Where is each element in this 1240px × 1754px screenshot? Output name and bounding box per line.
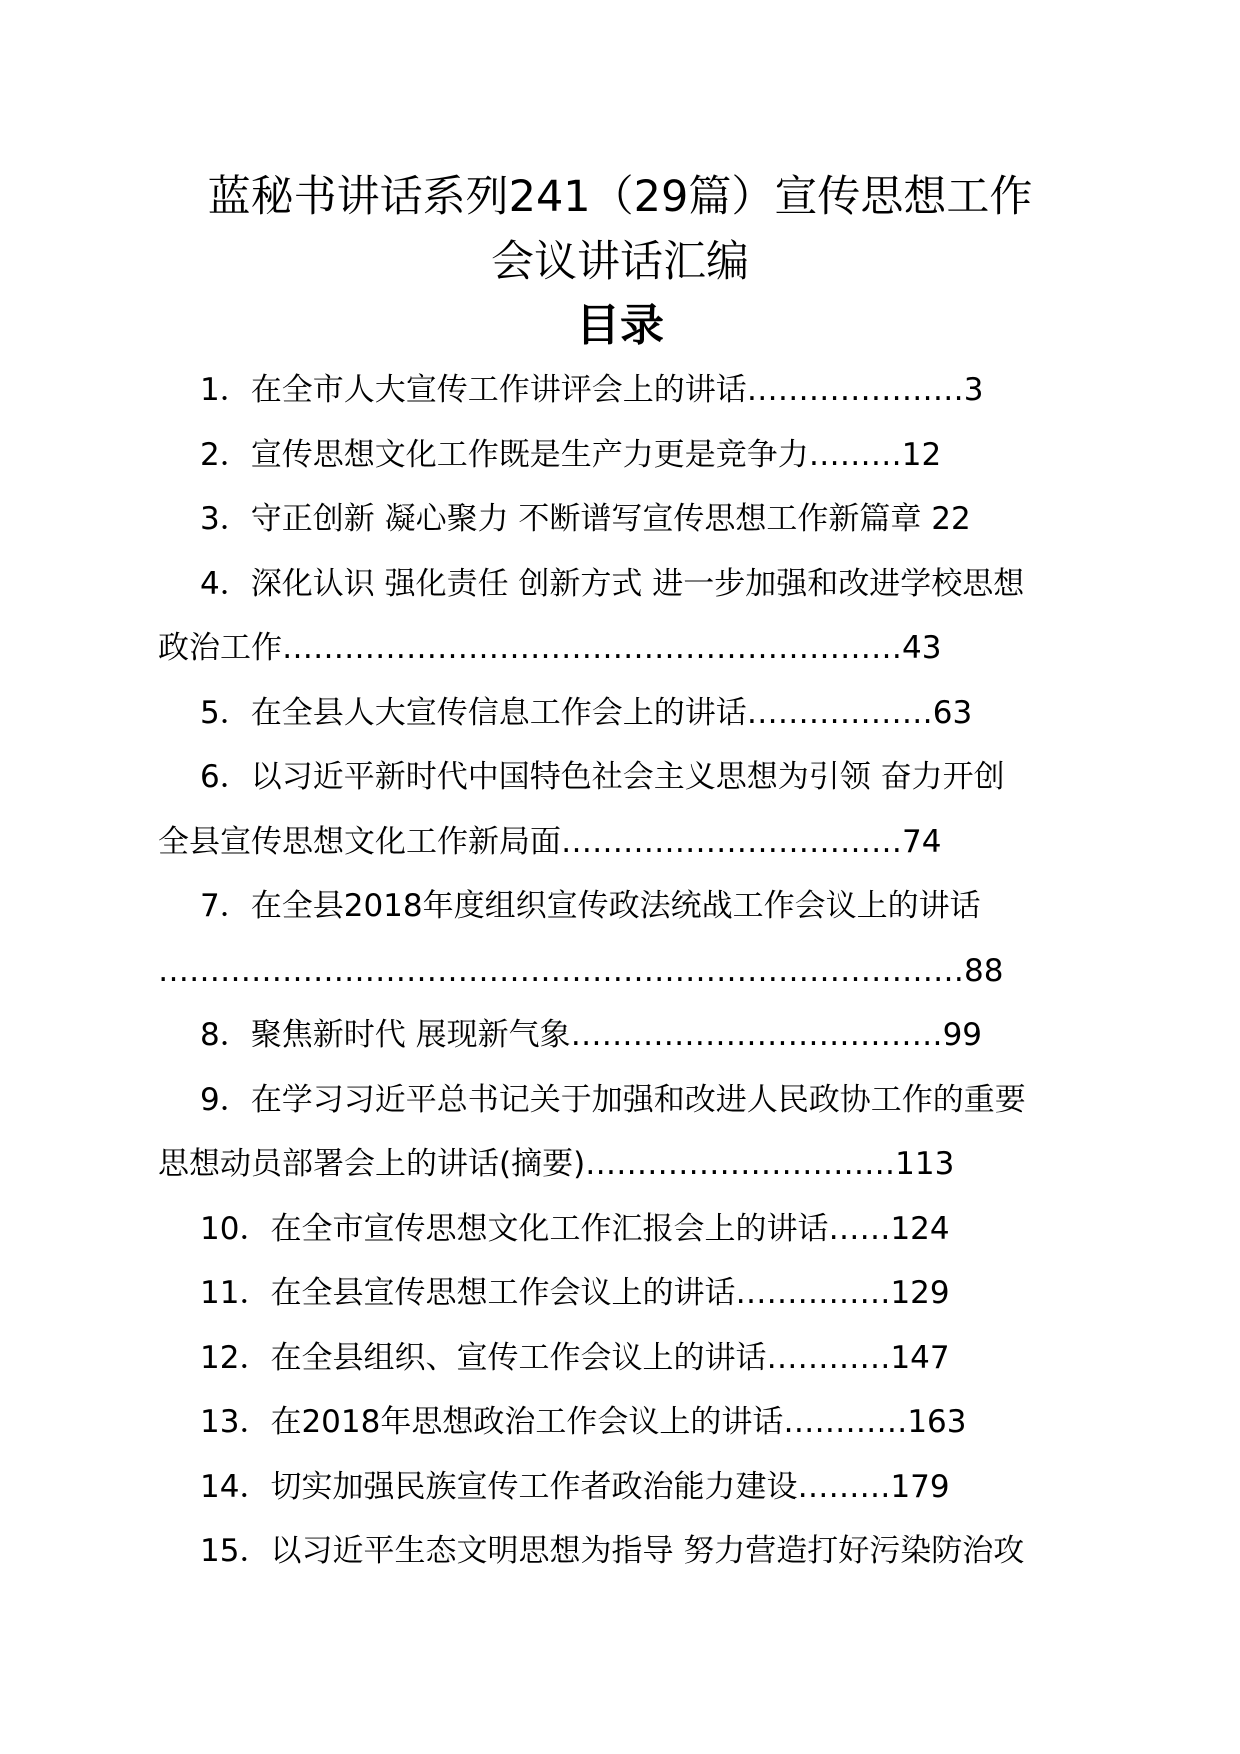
toc-entry-9-line-1[interactable]: 9．在学习习近平总书记关于加强和改进人民政协工作的重要 — [200, 1082, 1026, 1118]
toc-entry-15-line-1[interactable]: 15．以习近平生态文明思想为指导 努力营造打好污染防治攻 — [200, 1533, 1025, 1569]
document-title-line-2: 会议讲话汇编 — [491, 237, 749, 287]
toc-entry-7-line-1[interactable]: 7．在全县2018年度组织宣传政法统战工作会议上的讲话 — [200, 888, 981, 924]
toc-entry-10[interactable]: 10．在全市宣传思想文化工作汇报会上的讲话……124 — [200, 1211, 950, 1247]
toc-entry-6-line-2[interactable]: 全县宣传思想文化工作新局面……………………………74 — [158, 824, 942, 860]
toc-entry-5[interactable]: 5．在全县人大宣传信息工作会上的讲话………………63 — [200, 695, 973, 731]
toc-entry-1[interactable]: 1．在全市人大宣传工作讲评会上的讲话…………………3 — [200, 372, 984, 408]
toc-entry-7-line-2[interactable]: ……………………………………………………………………88 — [158, 953, 1004, 989]
toc-entry-3[interactable]: 3．守正创新 凝心聚力 不断谱写宣传思想工作新篇章 22 — [200, 501, 971, 537]
toc-entry-11[interactable]: 11．在全县宣传思想工作会议上的讲话……………129 — [200, 1275, 950, 1311]
toc-entry-2[interactable]: 2．宣传思想文化工作既是生产力更是竞争力………12 — [200, 437, 942, 473]
toc-entry-6-line-1[interactable]: 6．以习近平新时代中国特色社会主义思想为引领 奋力开创 — [200, 759, 1005, 795]
toc-entry-4-line-2[interactable]: 政治工作……………………………………………………43 — [158, 630, 942, 666]
toc-entry-14[interactable]: 14．切实加强民族宣传工作者政治能力建设………179 — [200, 1469, 950, 1505]
toc-entry-9-line-2[interactable]: 思想动员部署会上的讲话(摘要)…………………………113 — [158, 1146, 955, 1182]
toc-entry-12[interactable]: 12．在全县组织、宣传工作会议上的讲话…………147 — [200, 1340, 950, 1376]
document-title-line-1: 蓝秘书讲话系列241（29篇）宣传思想工作 — [207, 172, 1033, 222]
toc-entry-8[interactable]: 8．聚焦新时代 展现新气象………………………………99 — [200, 1017, 983, 1053]
toc-entry-4-line-1[interactable]: 4．深化认识 强化责任 创新方式 进一步加强和改进学校思想 — [200, 566, 1025, 602]
toc-heading: 目录 — [576, 300, 664, 351]
toc-entry-13[interactable]: 13．在2018年思想政治工作会议上的讲话…………163 — [200, 1404, 967, 1440]
